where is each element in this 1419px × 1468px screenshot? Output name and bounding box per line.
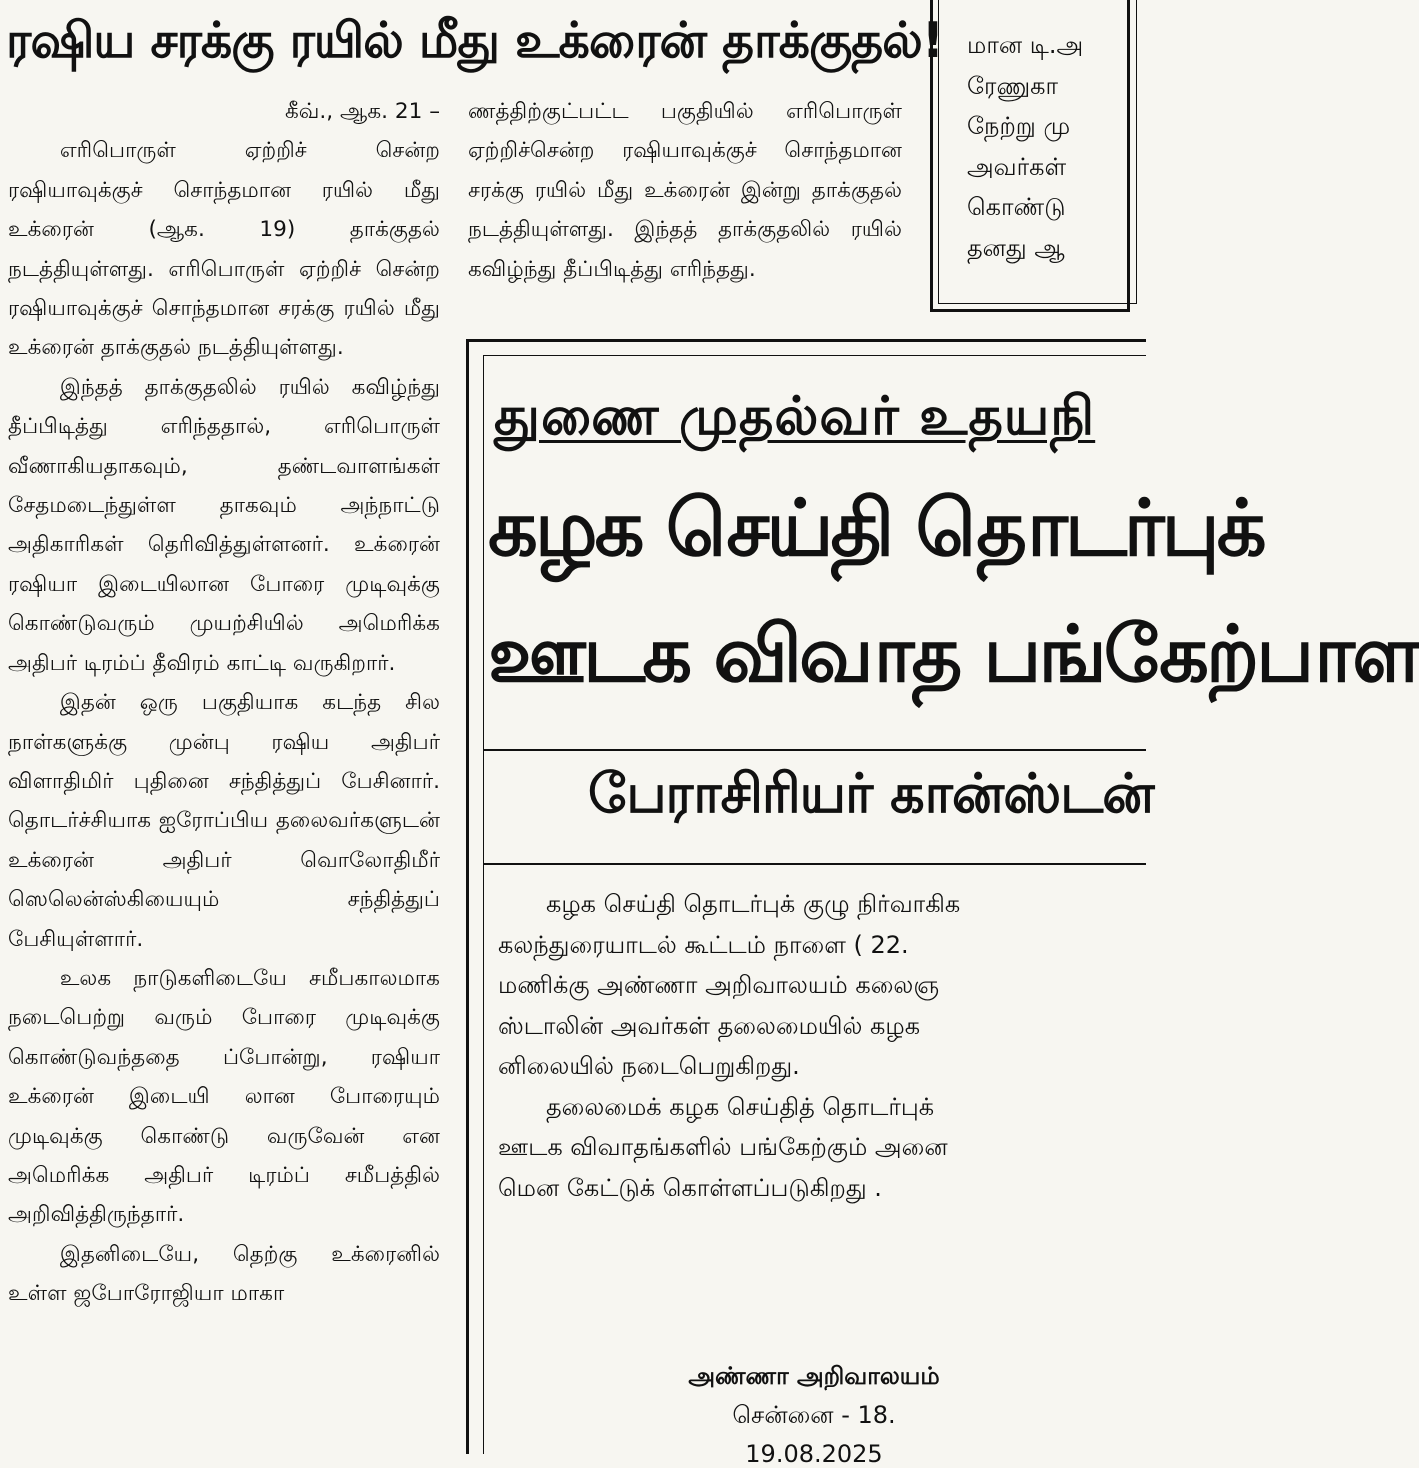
article-column-middle [468,92,902,289]
side-box-line: ரேணுகா [967,71,1059,100]
body-line: ஸ்டாலின் அவர்கள் தலைமையில் கழக [498,1011,921,1040]
article-paragraph: இதனிடையே, தெற்கு உக்ரைனில் உள்ள ஜபோரோஜியா மாகா [8,1241,440,1307]
side-box-line: மான டி.அ [967,31,1084,59]
announcement-title-line-1: கழக செய்தி தொடர்புக் [488,484,1264,574]
divider [484,749,1146,751]
body-line: தலைமைக் கழக செய்தித் தொடர்புக் [546,1092,935,1121]
body-line: னிலையில் நடைபெறுகிறது. [498,1052,800,1080]
side-box-line: கொண்டு [967,193,1066,221]
announcement-body [498,884,1198,1208]
side-box-line: நேற்று மு [967,112,1071,140]
headline: ரஷிய சரக்கு ரயில் மீது உக்ரைன் தாக்குதல்! [6,12,944,69]
announcement-box [466,339,1419,1468]
article-paragraph: ணத்திற்குட்பட்ட பகுதியில் எரிபொருள் ஏற்றிச்சென்ற ரஷியாவுக்குச் சொந்தமான சரக்கு ரயில் மீது உக்ரைன் இன்று தாக்குதல் நடத்தியுள்ளது. இந்தத் தாக்குதலில் ரயில் கவிழ்ந்து தீப்பிடித்து எரிந்தது. [468,99,902,282]
divider [484,863,1146,865]
speaker-name: பேராசிரியர் கான்ஸ்டன் [588,762,1154,825]
body-line: கழக செய்தி தொடர்புக் குழு நிர்வாகிக [546,890,961,918]
article-paragraph: எரிபொருள் ஏற்றிச் சென்ற ரஷியாவுக்குச் சொந்தமான ரயில் மீது உக்ரைன் (ஆக. 19) தாக்குதல் நடத்தியுள்ளது. எரிபொருள் ஏற்றிச் சென்ற ரஷியாவுக்குச் சொந்தமான சரக்கு ரயில் மீது உக்ரைன் தாக்குதல் நடத்தியுள்ளது. [8,138,440,361]
body-line: மணிக்கு அண்ணா அறிவாலயம் கலைஞ [498,971,940,999]
dateline: கீவ்., ஆக. 21 – [284,99,440,124]
side-box-line: தனது ஆ [967,233,1065,262]
body-line: மென கேட்டுக் கொள்ளப்படுகிறது . [498,1173,882,1202]
announcement-subheading: துணை முதல்வர் உதயநி [494,386,1096,447]
body-line: கலந்துரையாடல் கூட்டம் நாளை ( 22. [498,930,909,959]
article-paragraph: உலக நாடுகளிடையே சமீபகாலமாக நடைபெற்று வரும் போரை முடிவுக்கு கொண்டுவந்ததை ப்போன்று, ரஷியா உக்ரைன் இடையி லான போரையும் முடிவுக்கு கொண்டு வருவேன் என அமெரிக்க அதிபர் டிரம்ப் சமீபத்தில் அறிவித்திருந்தார். [8,965,440,1228]
signature-org: அண்ணா அறிவாலயம் [688,1362,940,1390]
signature-city: சென்னை - 18. [732,1401,896,1429]
signature-date: 19.08.2025 [745,1440,883,1468]
article-column-left [8,92,440,1314]
article-paragraph: இதன் ஒரு பகுதியாக கடந்த சில நாள்களுக்கு முன்பு ரஷிய அதிபர் விளாதிமிர் புதினை சந்தித்துப் பேசினார். தொடர்ச்சியாக ஐரோப்பிய தலைவர்களுடன் உக்ரைன் அதிபர் வொலோதிமீர் ஸெலென்ஸ்கியையும் சந்தித்துப் பேசியுள்ளார். [8,690,440,952]
announcement-title-line-2: ஊடக விவாத பங்கேற்பாள [488,610,1419,700]
article-paragraph: இந்தத் தாக்குதலில் ரயில் கவிழ்ந்து தீப்பிடித்து எரிந்ததால், எரிபொருள் வீணாகியதாகவும், தண்டவாளங்கள் சேதமடைந்துள்ள தாகவும் அந்நாட்டு அதிகாரிகள் தெரிவித்துள்ளனர். உக்ரைன் ரஷியா இடையிலான போரை முடிவுக்கு கொண்டுவரும் முயற்சியில் அமெரிக்க அதிபர் டிரம்ப் தீவிரம் காட்டி வருகிறார். [8,374,440,676]
body-line: ஊடக விவாதங்களில் பங்கேற்கும் அனை [498,1133,948,1161]
side-news-box [930,0,1130,312]
side-box-line: அவர்கள் [967,152,1067,181]
